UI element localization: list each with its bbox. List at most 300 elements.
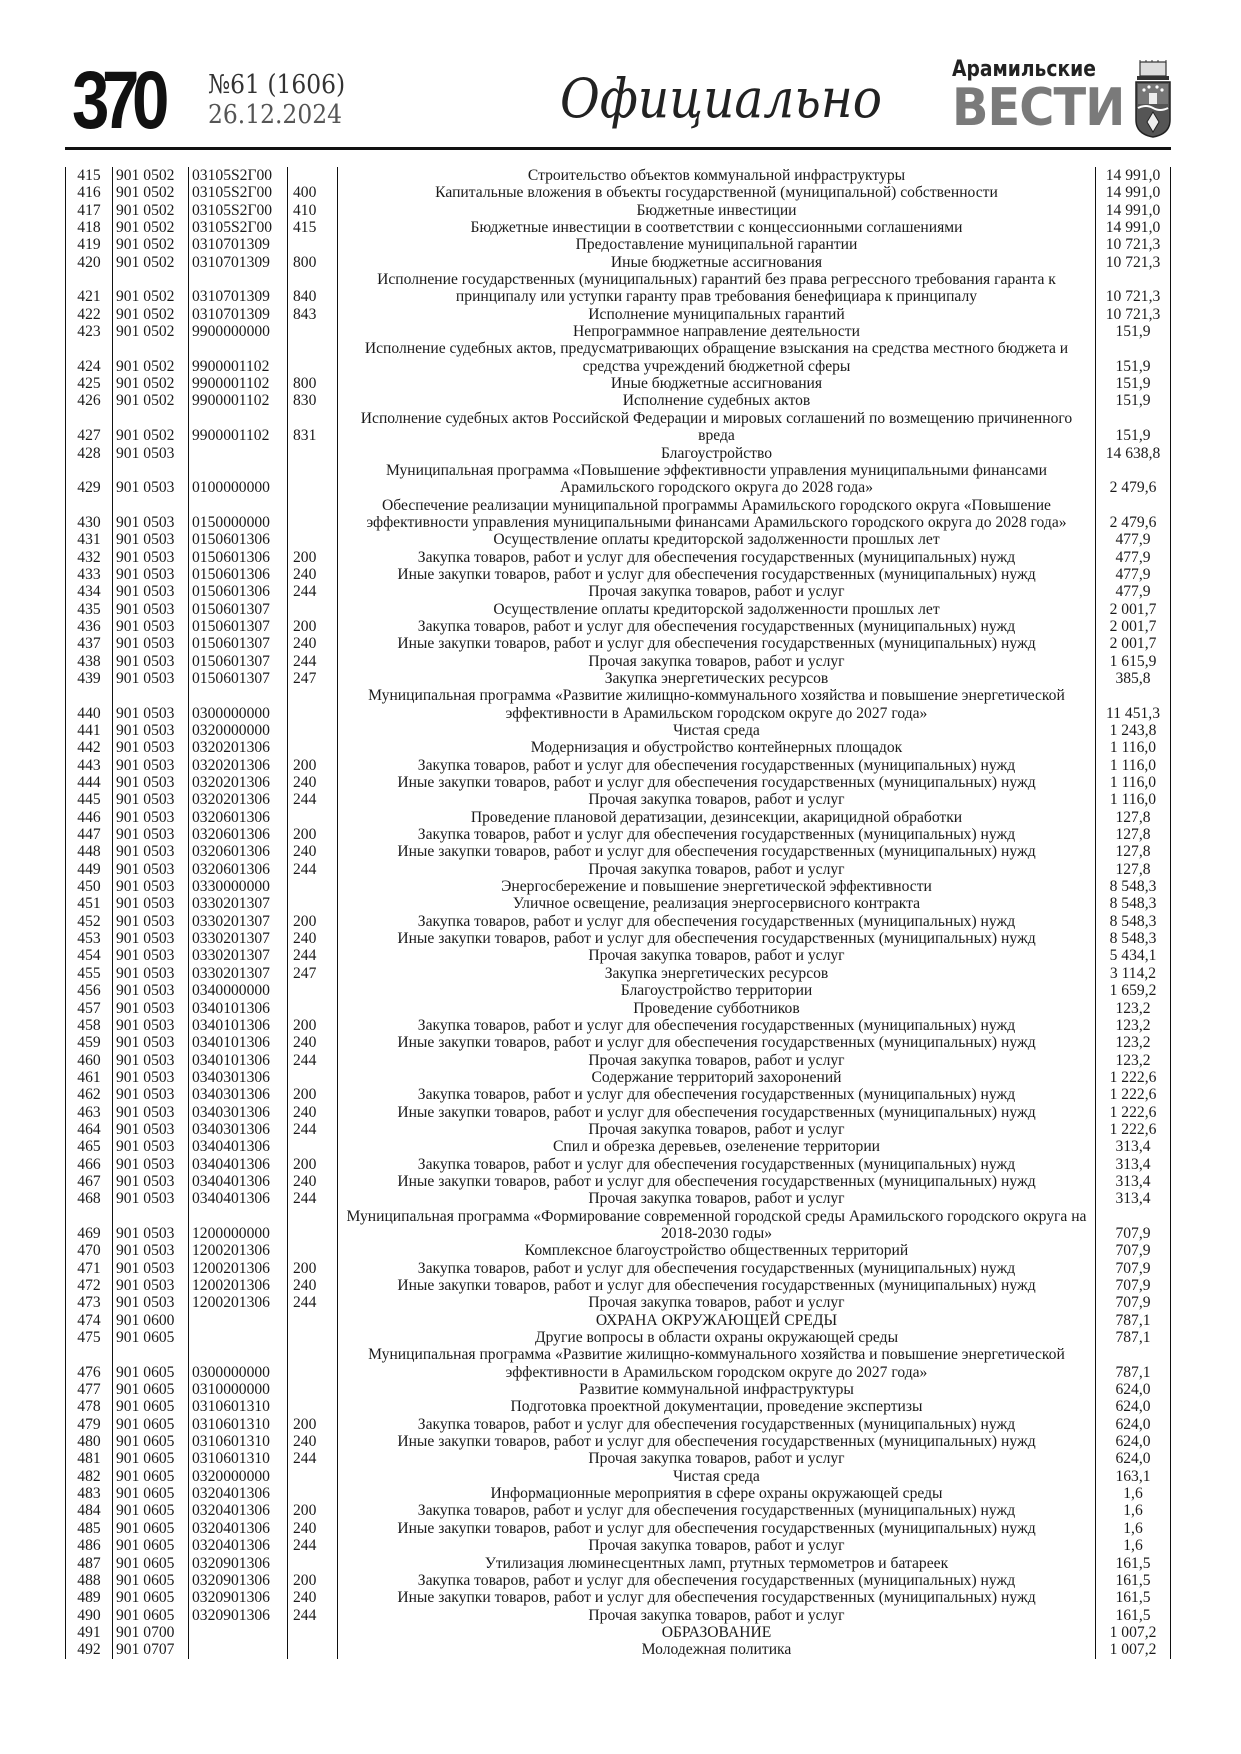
- row-number: 482: [66, 1468, 113, 1485]
- target-article-code: 1200000000: [189, 1208, 288, 1243]
- row-number: 446: [66, 809, 113, 826]
- target-article-code: 0340000000: [189, 982, 288, 999]
- amount: 11 451,3: [1096, 687, 1171, 722]
- target-article-code: [189, 1641, 288, 1658]
- row-number: 440: [66, 687, 113, 722]
- item-name: Бюджетные инвестиции: [338, 202, 1096, 219]
- target-article-code: 03105S2Г00: [189, 184, 288, 201]
- row-number: 442: [66, 739, 113, 756]
- target-article-code: 0150601307: [189, 618, 288, 635]
- amount: 3 114,2: [1096, 965, 1171, 982]
- target-article-code: 0320201306: [189, 739, 288, 756]
- row-number: 444: [66, 774, 113, 791]
- item-name: Исполнение судебных актов, предусматривающих обращение взыскания на средства местного бюджета и средства учреждений бюджетной сферы: [338, 340, 1096, 375]
- section-code: 901 0605: [113, 1589, 189, 1606]
- section-code: 901 0503: [113, 913, 189, 930]
- section-code: 901 0502: [113, 306, 189, 323]
- row-number: 436: [66, 618, 113, 635]
- item-name: Иные закупки товаров, работ и услуг для обеспечения государственных (муниципальных) нужд: [338, 1589, 1096, 1606]
- amount: 1 222,6: [1096, 1069, 1171, 1086]
- target-article-code: 0320901306: [189, 1555, 288, 1572]
- section-code: 901 0503: [113, 1121, 189, 1138]
- amount: 123,2: [1096, 1000, 1171, 1017]
- expense-type-code: 200: [288, 1156, 338, 1173]
- table-row: [66, 1607, 1171, 1624]
- target-article-code: 0320901306: [189, 1572, 288, 1589]
- target-article-code: 9900001102: [189, 392, 288, 409]
- section-code: 901 0503: [113, 826, 189, 843]
- target-article-code: 1200201306: [189, 1242, 288, 1259]
- row-number: 431: [66, 531, 113, 548]
- expense-type-code: [288, 895, 338, 912]
- amount: 477,9: [1096, 583, 1171, 600]
- table-row: [66, 392, 1171, 409]
- target-article-code: 0330201307: [189, 930, 288, 947]
- item-name: Прочая закупка товаров, работ и услуг: [338, 1190, 1096, 1207]
- amount: 1 222,6: [1096, 1086, 1171, 1103]
- item-name: Строительство объектов коммунальной инфраструктуры: [338, 167, 1096, 184]
- section-code: 901 0503: [113, 1017, 189, 1034]
- target-article-code: 0320601306: [189, 843, 288, 860]
- target-article-code: 0310601310: [189, 1450, 288, 1467]
- amount: 313,4: [1096, 1190, 1171, 1207]
- row-number: 488: [66, 1572, 113, 1589]
- target-article-code: 0320401306: [189, 1520, 288, 1537]
- row-number: 426: [66, 392, 113, 409]
- expense-type-code: 240: [288, 1589, 338, 1606]
- row-number: 445: [66, 791, 113, 808]
- expense-type-code: 247: [288, 965, 338, 982]
- section-code: 901 0503: [113, 618, 189, 635]
- row-number: 419: [66, 236, 113, 253]
- expense-type-code: 240: [288, 774, 338, 791]
- target-article-code: 0340401306: [189, 1156, 288, 1173]
- amount: 5 434,1: [1096, 947, 1171, 964]
- item-name: Чистая среда: [338, 722, 1096, 739]
- item-name: Иные закупки товаров, работ и услуг для обеспечения государственных (муниципальных) нужд: [338, 1034, 1096, 1051]
- table-row: [66, 1156, 1171, 1173]
- amount: 151,9: [1096, 323, 1171, 340]
- section-code: 901 0503: [113, 722, 189, 739]
- amount: 14 991,0: [1096, 184, 1171, 201]
- amount: 624,0: [1096, 1381, 1171, 1398]
- table-row: [66, 861, 1171, 878]
- item-name: Утилизация люминесцентных ламп, ртутных термометров и батареек: [338, 1555, 1096, 1572]
- table-row: [66, 1502, 1171, 1519]
- item-name: Закупка товаров, работ и услуг для обеспечения государственных (муниципальных) нужд: [338, 1416, 1096, 1433]
- item-name: Прочая закупка товаров, работ и услуг: [338, 791, 1096, 808]
- table-row: [66, 1260, 1171, 1277]
- expense-type-code: 200: [288, 826, 338, 843]
- amount: 1 116,0: [1096, 757, 1171, 774]
- table-row: [66, 1086, 1171, 1103]
- item-name: Прочая закупка товаров, работ и услуг: [338, 1537, 1096, 1554]
- expense-type-code: [288, 1485, 338, 1502]
- amount: 707,9: [1096, 1294, 1171, 1311]
- table-row: [66, 1017, 1171, 1034]
- issue-date: 26.12.2024: [208, 100, 342, 130]
- item-name: Проведение плановой дератизации, дезинсекции, акарицидной обработки: [338, 809, 1096, 826]
- item-name: Прочая закупка товаров, работ и услуг: [338, 1450, 1096, 1467]
- target-article-code: 0330201307: [189, 895, 288, 912]
- item-name: Осуществление оплаты кредиторской задолженности прошлых лет: [338, 601, 1096, 618]
- target-article-code: 9900000000: [189, 323, 288, 340]
- expense-type-code: [288, 1329, 338, 1346]
- amount: 8 548,3: [1096, 895, 1171, 912]
- row-number: 457: [66, 1000, 113, 1017]
- row-number: 465: [66, 1138, 113, 1155]
- expense-type-code: 244: [288, 1052, 338, 1069]
- expense-type-code: 240: [288, 1104, 338, 1121]
- table-row: [66, 618, 1171, 635]
- item-name: Содержание территорий захоронений: [338, 1069, 1096, 1086]
- item-name: Иные закупки товаров, работ и услуг для обеспечения государственных (муниципальных) нужд: [338, 843, 1096, 860]
- target-article-code: 0340101306: [189, 1000, 288, 1017]
- target-article-code: 0320601306: [189, 809, 288, 826]
- row-number: 448: [66, 843, 113, 860]
- item-name: Иные бюджетные ассигнования: [338, 375, 1096, 392]
- target-article-code: 1200201306: [189, 1277, 288, 1294]
- row-number: 460: [66, 1052, 113, 1069]
- section-code: 901 0503: [113, 774, 189, 791]
- row-number: 473: [66, 1294, 113, 1311]
- section-code: 901 0503: [113, 531, 189, 548]
- expense-type-code: 240: [288, 566, 338, 583]
- section-code: 901 0502: [113, 219, 189, 236]
- amount: 1 659,2: [1096, 982, 1171, 999]
- section-title: Официально: [560, 67, 883, 130]
- expense-type-code: 240: [288, 843, 338, 860]
- amount: 10 721,3: [1096, 254, 1171, 271]
- section-code: 901 0503: [113, 1242, 189, 1259]
- row-number: 479: [66, 1416, 113, 1433]
- expense-type-code: 200: [288, 618, 338, 635]
- item-name: ОБРАЗОВАНИЕ: [338, 1624, 1096, 1641]
- expense-type-code: [288, 1624, 338, 1641]
- item-name: Исполнение государственных (муниципальных) гарантий без права регрессного требования гаранта к принципалу или уступки гаранту прав требования бенефициара к принципалу: [338, 271, 1096, 306]
- item-name: Осуществление оплаты кредиторской задолженности прошлых лет: [338, 531, 1096, 548]
- logo-top-text: Арамильские: [952, 57, 1096, 82]
- section-code: 901 0503: [113, 497, 189, 532]
- row-number: 420: [66, 254, 113, 271]
- amount: 477,9: [1096, 549, 1171, 566]
- row-number: 433: [66, 566, 113, 583]
- amount: 8 548,3: [1096, 930, 1171, 947]
- section-code: 901 0503: [113, 1069, 189, 1086]
- table-row: [66, 843, 1171, 860]
- table-row: [66, 1312, 1171, 1329]
- target-article-code: 0150601307: [189, 635, 288, 652]
- item-name: Закупка товаров, работ и услуг для обеспечения государственных (муниципальных) нужд: [338, 1572, 1096, 1589]
- item-name: Закупка товаров, работ и услуг для обеспечения государственных (муниципальных) нужд: [338, 757, 1096, 774]
- expense-type-code: [288, 1468, 338, 1485]
- target-article-code: 0150601306: [189, 583, 288, 600]
- table-row: [66, 254, 1171, 271]
- table-row: [66, 635, 1171, 652]
- section-code: 901 0605: [113, 1329, 189, 1346]
- table-row: [66, 1641, 1171, 1658]
- table-row: [66, 1624, 1171, 1641]
- amount: 313,4: [1096, 1173, 1171, 1190]
- row-number: 434: [66, 583, 113, 600]
- section-code: 901 0605: [113, 1416, 189, 1433]
- expense-type-code: 200: [288, 1017, 338, 1034]
- expense-type-code: 200: [288, 1416, 338, 1433]
- row-number: 483: [66, 1485, 113, 1502]
- table-row: [66, 340, 1171, 375]
- item-name: Закупка товаров, работ и услуг для обеспечения государственных (муниципальных) нужд: [338, 549, 1096, 566]
- table-row: [66, 1520, 1171, 1537]
- expense-type-code: 240: [288, 1173, 338, 1190]
- item-name: Чистая среда: [338, 1468, 1096, 1485]
- table-row: [66, 1052, 1171, 1069]
- target-article-code: 03105S2Г00: [189, 219, 288, 236]
- target-article-code: 0310701309: [189, 254, 288, 271]
- table-row: [66, 930, 1171, 947]
- row-number: 417: [66, 202, 113, 219]
- table-row: [66, 1346, 1171, 1381]
- row-number: 477: [66, 1381, 113, 1398]
- amount: 707,9: [1096, 1208, 1171, 1243]
- table-row: [66, 878, 1171, 895]
- item-name: Иные закупки товаров, работ и услуг для обеспечения государственных (муниципальных) нужд: [338, 930, 1096, 947]
- target-article-code: 0340101306: [189, 1052, 288, 1069]
- amount: 1 222,6: [1096, 1104, 1171, 1121]
- section-code: 901 0503: [113, 1156, 189, 1173]
- target-article-code: 0320601306: [189, 861, 288, 878]
- item-name: Бюджетные инвестиции в соответствии с концессионными соглашениями: [338, 219, 1096, 236]
- table-row: [66, 757, 1171, 774]
- amount: 161,5: [1096, 1572, 1171, 1589]
- section-code: 901 0707: [113, 1641, 189, 1658]
- section-code: 901 0502: [113, 375, 189, 392]
- row-number: 429: [66, 462, 113, 497]
- target-article-code: 0310701309: [189, 271, 288, 306]
- amount: 2 001,7: [1096, 601, 1171, 618]
- expense-type-code: 200: [288, 1086, 338, 1103]
- expense-type-code: [288, 1312, 338, 1329]
- target-article-code: 9900001102: [189, 375, 288, 392]
- expense-type-code: 240: [288, 635, 338, 652]
- amount: 1 243,8: [1096, 722, 1171, 739]
- amount: 10 721,3: [1096, 306, 1171, 323]
- expense-type-code: 244: [288, 791, 338, 808]
- expense-type-code: [288, 982, 338, 999]
- table-row: [66, 583, 1171, 600]
- section-code: 901 0503: [113, 878, 189, 895]
- row-number: 466: [66, 1156, 113, 1173]
- target-article-code: 0340301306: [189, 1086, 288, 1103]
- row-number: 461: [66, 1069, 113, 1086]
- target-article-code: 0320201306: [189, 774, 288, 791]
- table-row: [66, 1555, 1171, 1572]
- item-name: Закупка товаров, работ и услуг для обеспечения государственных (муниципальных) нужд: [338, 1502, 1096, 1519]
- target-article-code: [189, 1312, 288, 1329]
- table-row: [66, 653, 1171, 670]
- target-article-code: [189, 1329, 288, 1346]
- item-name: Обеспечение реализации муниципальной программы Арамильского городского округа «Повышение эффективности управления муниципальными финансами Арамильского городского округа до 2028 года»: [338, 497, 1096, 532]
- section-code: 901 0502: [113, 340, 189, 375]
- budget-table-container: [65, 167, 1171, 1659]
- section-code: 901 0503: [113, 566, 189, 583]
- section-code: 901 0605: [113, 1468, 189, 1485]
- expense-type-code: 244: [288, 653, 338, 670]
- item-name: Муниципальная программа «Развитие жилищно-коммунального хозяйства и повышение энергетической эффективности в Арамильском городском округе до 2027 года»: [338, 687, 1096, 722]
- item-name: Прочая закупка товаров, работ и услуг: [338, 583, 1096, 600]
- item-name: Прочая закупка товаров, работ и услуг: [338, 1052, 1096, 1069]
- section-code: 901 0502: [113, 323, 189, 340]
- expense-type-code: 244: [288, 1190, 338, 1207]
- amount: 14 991,0: [1096, 219, 1171, 236]
- amount: 2 001,7: [1096, 618, 1171, 635]
- section-code: 901 0503: [113, 1104, 189, 1121]
- item-name: Исполнение судебных актов Российской Федерации и мировых соглашений по возмещению причиненного вреда: [338, 410, 1096, 445]
- table-row: [66, 1589, 1171, 1606]
- row-number: 454: [66, 947, 113, 964]
- row-number: 475: [66, 1329, 113, 1346]
- amount: 14 991,0: [1096, 202, 1171, 219]
- target-article-code: 0320201306: [189, 791, 288, 808]
- row-number: 472: [66, 1277, 113, 1294]
- target-article-code: [189, 445, 288, 462]
- table-row: [66, 1398, 1171, 1415]
- target-article-code: 0340301306: [189, 1069, 288, 1086]
- section-code: 901 0503: [113, 687, 189, 722]
- target-article-code: 0340401306: [189, 1173, 288, 1190]
- table-row: [66, 895, 1171, 912]
- row-number: 443: [66, 757, 113, 774]
- section-code: 901 0503: [113, 739, 189, 756]
- newspaper-logo: [952, 57, 1125, 138]
- table-row: [66, 1069, 1171, 1086]
- expense-type-code: [288, 1381, 338, 1398]
- amount: 1 222,6: [1096, 1121, 1171, 1138]
- target-article-code: 0310601310: [189, 1433, 288, 1450]
- item-name: Исполнение муниципальных гарантий: [338, 306, 1096, 323]
- row-number: 467: [66, 1173, 113, 1190]
- row-number: 427: [66, 410, 113, 445]
- expense-type-code: 200: [288, 549, 338, 566]
- row-number: 415: [66, 167, 113, 184]
- section-code: 901 0502: [113, 167, 189, 184]
- issue-number: №61 (1606): [208, 70, 346, 100]
- table-row: [66, 1329, 1171, 1346]
- row-number: 432: [66, 549, 113, 566]
- section-code: 901 0503: [113, 895, 189, 912]
- table-row: [66, 774, 1171, 791]
- amount: 161,5: [1096, 1607, 1171, 1624]
- item-name: Иные закупки товаров, работ и услуг для обеспечения государственных (муниципальных) нужд: [338, 566, 1096, 583]
- item-name: Закупка энергетических ресурсов: [338, 965, 1096, 982]
- expense-type-code: 244: [288, 1450, 338, 1467]
- table-row: [66, 1485, 1171, 1502]
- amount: 123,2: [1096, 1052, 1171, 1069]
- amount: 2 001,7: [1096, 635, 1171, 652]
- expense-type-code: 244: [288, 1537, 338, 1554]
- section-code: 901 0605: [113, 1520, 189, 1537]
- expense-type-code: [288, 1208, 338, 1243]
- target-article-code: 1200201306: [189, 1294, 288, 1311]
- table-row: [66, 1034, 1171, 1051]
- section-code: 901 0503: [113, 930, 189, 947]
- budget-table: [65, 167, 1171, 1659]
- expense-type-code: 240: [288, 930, 338, 947]
- section-code: 901 0502: [113, 410, 189, 445]
- target-article-code: 0320601306: [189, 826, 288, 843]
- target-article-code: 0310701309: [189, 306, 288, 323]
- row-number: 464: [66, 1121, 113, 1138]
- amount: 151,9: [1096, 340, 1171, 375]
- table-row: [66, 1572, 1171, 1589]
- target-article-code: 0330201307: [189, 965, 288, 982]
- expense-type-code: 244: [288, 947, 338, 964]
- expense-type-code: 843: [288, 306, 338, 323]
- section-code: 901 0503: [113, 1190, 189, 1207]
- item-name: Закупка товаров, работ и услуг для обеспечения государственных (муниципальных) нужд: [338, 913, 1096, 930]
- row-number: 476: [66, 1346, 113, 1381]
- amount: 2 479,6: [1096, 497, 1171, 532]
- row-number: 455: [66, 965, 113, 982]
- table-row: [66, 1121, 1171, 1138]
- table-row: [66, 566, 1171, 583]
- row-number: 423: [66, 323, 113, 340]
- item-name: Закупка товаров, работ и услуг для обеспечения государственных (муниципальных) нужд: [338, 618, 1096, 635]
- target-article-code: 9900001102: [189, 340, 288, 375]
- target-article-code: 0340401306: [189, 1138, 288, 1155]
- amount: 10 721,3: [1096, 271, 1171, 306]
- section-code: 901 0503: [113, 635, 189, 652]
- section-code: 901 0503: [113, 1208, 189, 1243]
- section-code: 901 0503: [113, 1034, 189, 1051]
- item-name: Подготовка проектной документации, проведение экспертизы: [338, 1398, 1096, 1415]
- expense-type-code: 247: [288, 670, 338, 687]
- expense-type-code: 200: [288, 1572, 338, 1589]
- target-article-code: 0340101306: [189, 1017, 288, 1034]
- item-name: Проведение субботников: [338, 1000, 1096, 1017]
- row-number: 447: [66, 826, 113, 843]
- item-name: Развитие коммунальной инфраструктуры: [338, 1381, 1096, 1398]
- table-row: [66, 1450, 1171, 1467]
- amount: 8 548,3: [1096, 913, 1171, 930]
- target-article-code: 0150601306: [189, 566, 288, 583]
- amount: 1,6: [1096, 1537, 1171, 1554]
- section-code: 901 0503: [113, 791, 189, 808]
- section-code: 901 0503: [113, 965, 189, 982]
- table-row: [66, 1173, 1171, 1190]
- item-name: Модернизация и обустройство контейнерных площадок: [338, 739, 1096, 756]
- item-name: Муниципальная программа «Развитие жилищно-коммунального хозяйства и повышение энергетической эффективности в Арамильском городском округе до 2027 года»: [338, 1346, 1096, 1381]
- section-code: 901 0503: [113, 653, 189, 670]
- target-article-code: 0330201307: [189, 947, 288, 964]
- row-number: 439: [66, 670, 113, 687]
- section-code: 901 0605: [113, 1502, 189, 1519]
- item-name: Иные закупки товаров, работ и услуг для обеспечения государственных (муниципальных) нужд: [338, 1104, 1096, 1121]
- item-name: Благоустройство: [338, 445, 1096, 462]
- section-code: 901 0503: [113, 1294, 189, 1311]
- item-name: Предоставление муниципальной гарантии: [338, 236, 1096, 253]
- row-number: 471: [66, 1260, 113, 1277]
- amount: 127,8: [1096, 861, 1171, 878]
- expense-type-code: 244: [288, 1294, 338, 1311]
- expense-type-code: [288, 445, 338, 462]
- table-row: [66, 1468, 1171, 1485]
- row-number: 435: [66, 601, 113, 618]
- section-code: 901 0700: [113, 1624, 189, 1641]
- expense-type-code: [288, 462, 338, 497]
- expense-type-code: [288, 1069, 338, 1086]
- table-row: [66, 601, 1171, 618]
- table-row: [66, 1294, 1171, 1311]
